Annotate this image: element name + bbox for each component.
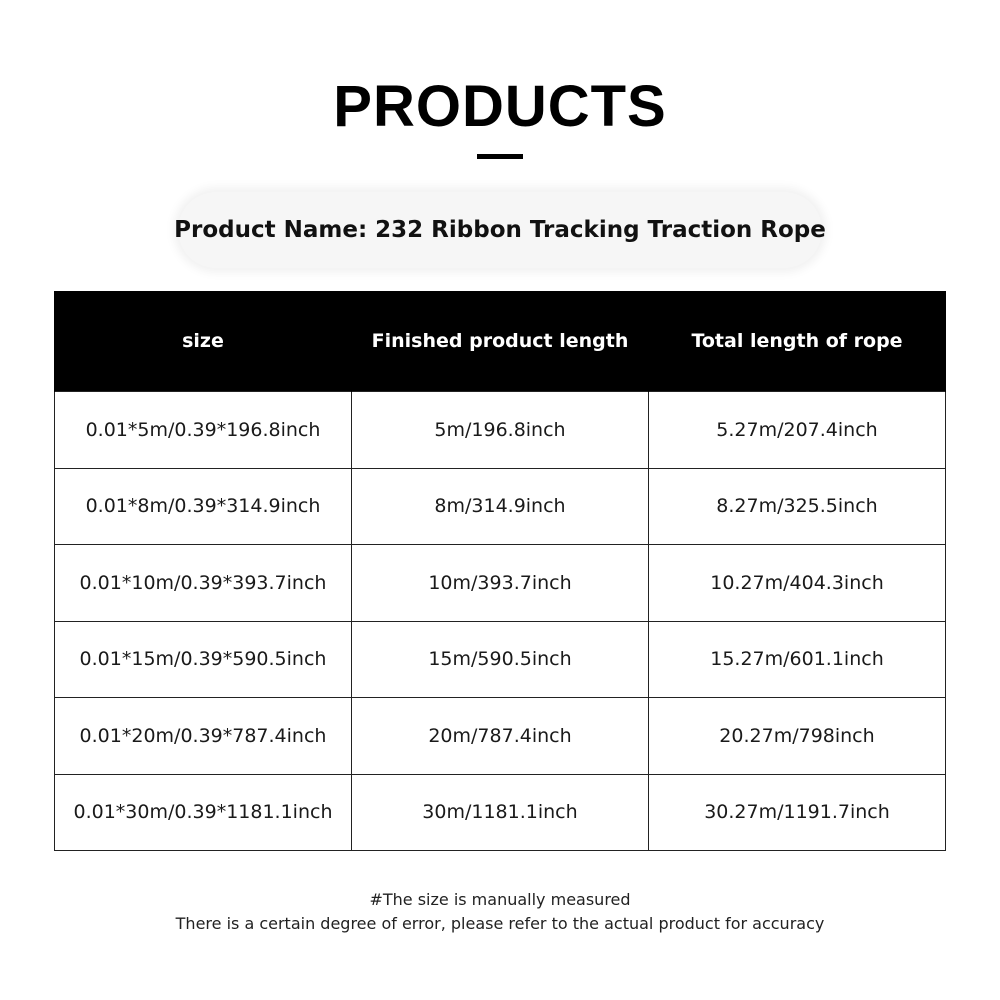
cell-total-length: 5.27m/207.4inch [649,392,946,469]
cell-size: 0.01*8m/0.39*314.9inch [55,468,352,545]
cell-size: 0.01*30m/0.39*1181.1inch [55,774,352,851]
cell-finished-length: 8m/314.9inch [352,468,649,545]
cell-finished-length: 5m/196.8inch [352,392,649,469]
cell-size: 0.01*20m/0.39*787.4inch [55,698,352,775]
cell-total-length: 15.27m/601.1inch [649,621,946,698]
cell-finished-length: 20m/787.4inch [352,698,649,775]
table-row [55,545,946,622]
table-row [55,774,946,851]
table-header-row [55,291,946,392]
table-row [55,392,946,469]
cell-total-length: 30.27m/1191.7inch [649,774,946,851]
cell-total-length: 8.27m/325.5inch [649,468,946,545]
cell-size: 0.01*15m/0.39*590.5inch [55,621,352,698]
footnote-line-2: There is a certain degree of error, please refer to the actual product for accuracy [175,914,825,933]
cell-total-length: 10.27m/404.3inch [649,545,946,622]
product-name-label: Product Name: 232 Ribbon Tracking Traction Rope [174,217,826,243]
column-header-finished-length: Finished product length [352,291,649,392]
title-underline [477,154,523,159]
table-row [55,468,946,545]
page-title: PRODUCTS [333,74,667,139]
column-header-total-length: Total length of rope [649,291,946,392]
footnote [0,888,1000,936]
cell-finished-length: 15m/590.5inch [352,621,649,698]
spec-table [54,291,946,851]
column-header-size: size [55,291,352,392]
footnote-line-1: #The size is manually measured [369,890,631,909]
cell-size: 0.01*10m/0.39*393.7inch [55,545,352,622]
product-name-banner [174,192,826,268]
cell-finished-length: 30m/1181.1inch [352,774,649,851]
cell-finished-length: 10m/393.7inch [352,545,649,622]
cell-size: 0.01*5m/0.39*196.8inch [55,392,352,469]
cell-total-length: 20.27m/798inch [649,698,946,775]
table-row [55,621,946,698]
table-row [55,698,946,775]
